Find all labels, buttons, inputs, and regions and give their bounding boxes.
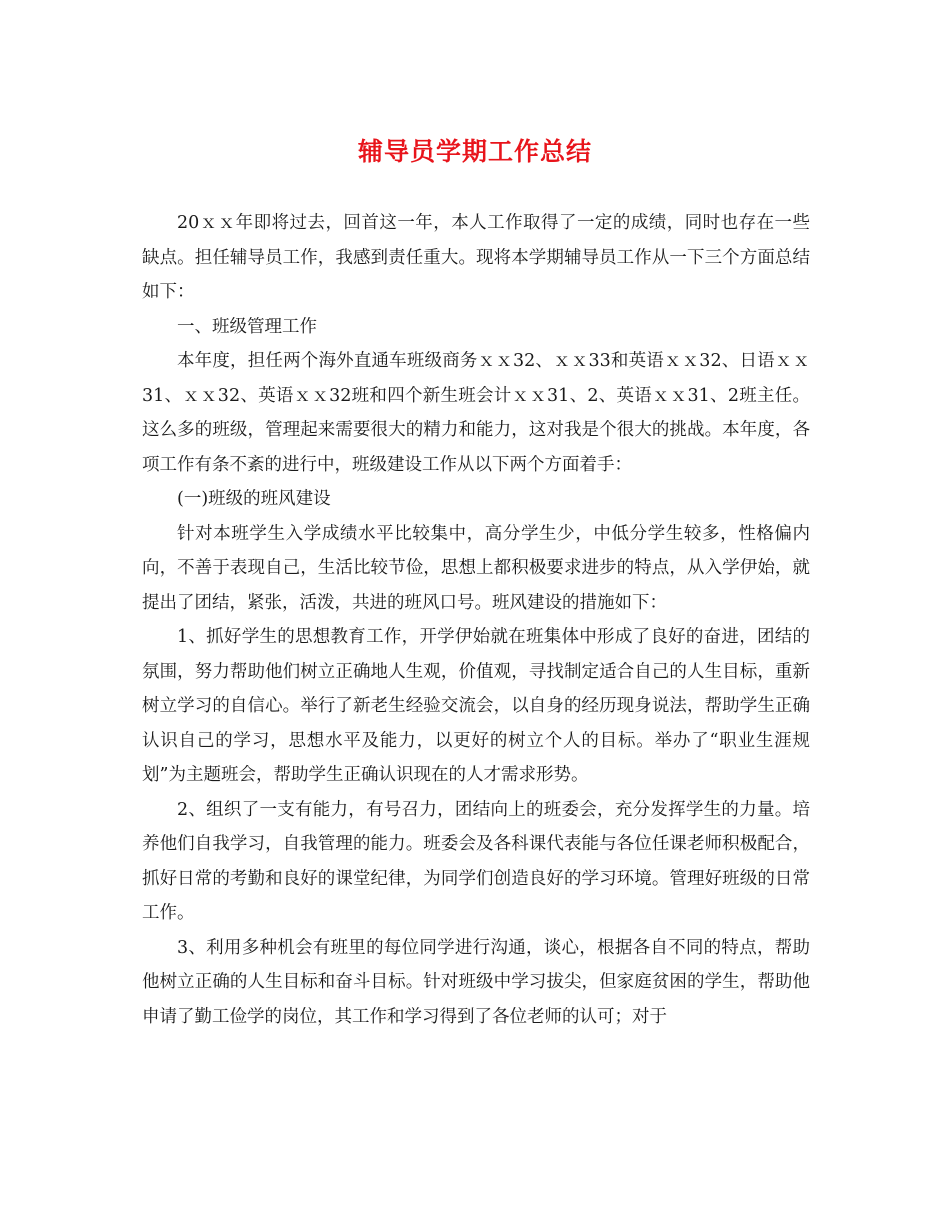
document-body — [142, 206, 810, 1034]
subsection-heading-class-style: (一)班级的班风建设 — [177, 489, 331, 509]
section-heading-class-management: 一、班级管理工作 — [177, 316, 317, 337]
measure-1-paragraph: 1、抓好学生的思想教育工作，开学伊始就在班集体中形成了良好的奋进，团结的氛围，努力帮助他们树立正确地人生观，价值观，寻找制定适合自己的人生目标，重新树立学习的自信心。举行了新老生经验交流会，以自身的经历现身说法，帮助学生正确认识自己的学习，思想水平及能力，以更好的树立个人的目标。举办了“职业生涯规划”为主题班会，帮助学生正确认识现在的人才需求形势。 — [142, 627, 810, 785]
measure-3-paragraph: 3、利用多种机会有班里的每位同学进行沟通，谈心，根据各自不同的特点，帮助他树立正确的人生目标和奋斗目标。针对班级中学习拔尖，但家庭贫困的学生，帮助他申请了勤工俭学的岗位，其工作和学习得到了各位老师的认可；对于 — [142, 937, 810, 1027]
document-title: 辅导员学期工作总结 — [357, 137, 592, 166]
class-overview-paragraph: 本年度，担任两个海外直通车班级商务ｘｘ32、ｘｘ33和英语ｘｘ32、日语ｘｘ31、ｘｘ32、英语ｘｘ32班和四个新生班会计ｘｘ31、2、英语ｘｘ31、2班主任。这么多的班级，管理起来需要很大的精力和能力，这对我是个很大的挑战。本年度，各项工作有条不紊的进行中，班级建设工作从以下两个方面着手： — [142, 351, 810, 475]
class-style-paragraph: 针对本班学生入学成绩水平比较集中，高分学生少，中低分学生较多，性格偏内向，不善于表现自己，生活比较节俭，思想上都积极要求进步的特点，从入学伊始，就提出了团结，紧张，活泼，共进的班风口号。班风建设的措施如下： — [142, 523, 810, 613]
intro-paragraph: 20ｘｘ年即将过去，回首这一年，本人工作取得了一定的成绩，同时也存在一些缺点。担任辅导员工作，我感到责任重大。现将本学期辅导员工作从一下三个方面总结如下： — [142, 213, 810, 302]
measure-2-paragraph: 2、组织了一支有能力，有号召力，团结向上的班委会，充分发挥学生的力量。培养他们自我学习，自我管理的能力。班委会及各科课代表能与各位任课老师积极配合，抓好日常的考勤和良好的课堂纪律，为同学们创造良好的学习环境。管理好班级的日常工作。 — [142, 799, 810, 923]
